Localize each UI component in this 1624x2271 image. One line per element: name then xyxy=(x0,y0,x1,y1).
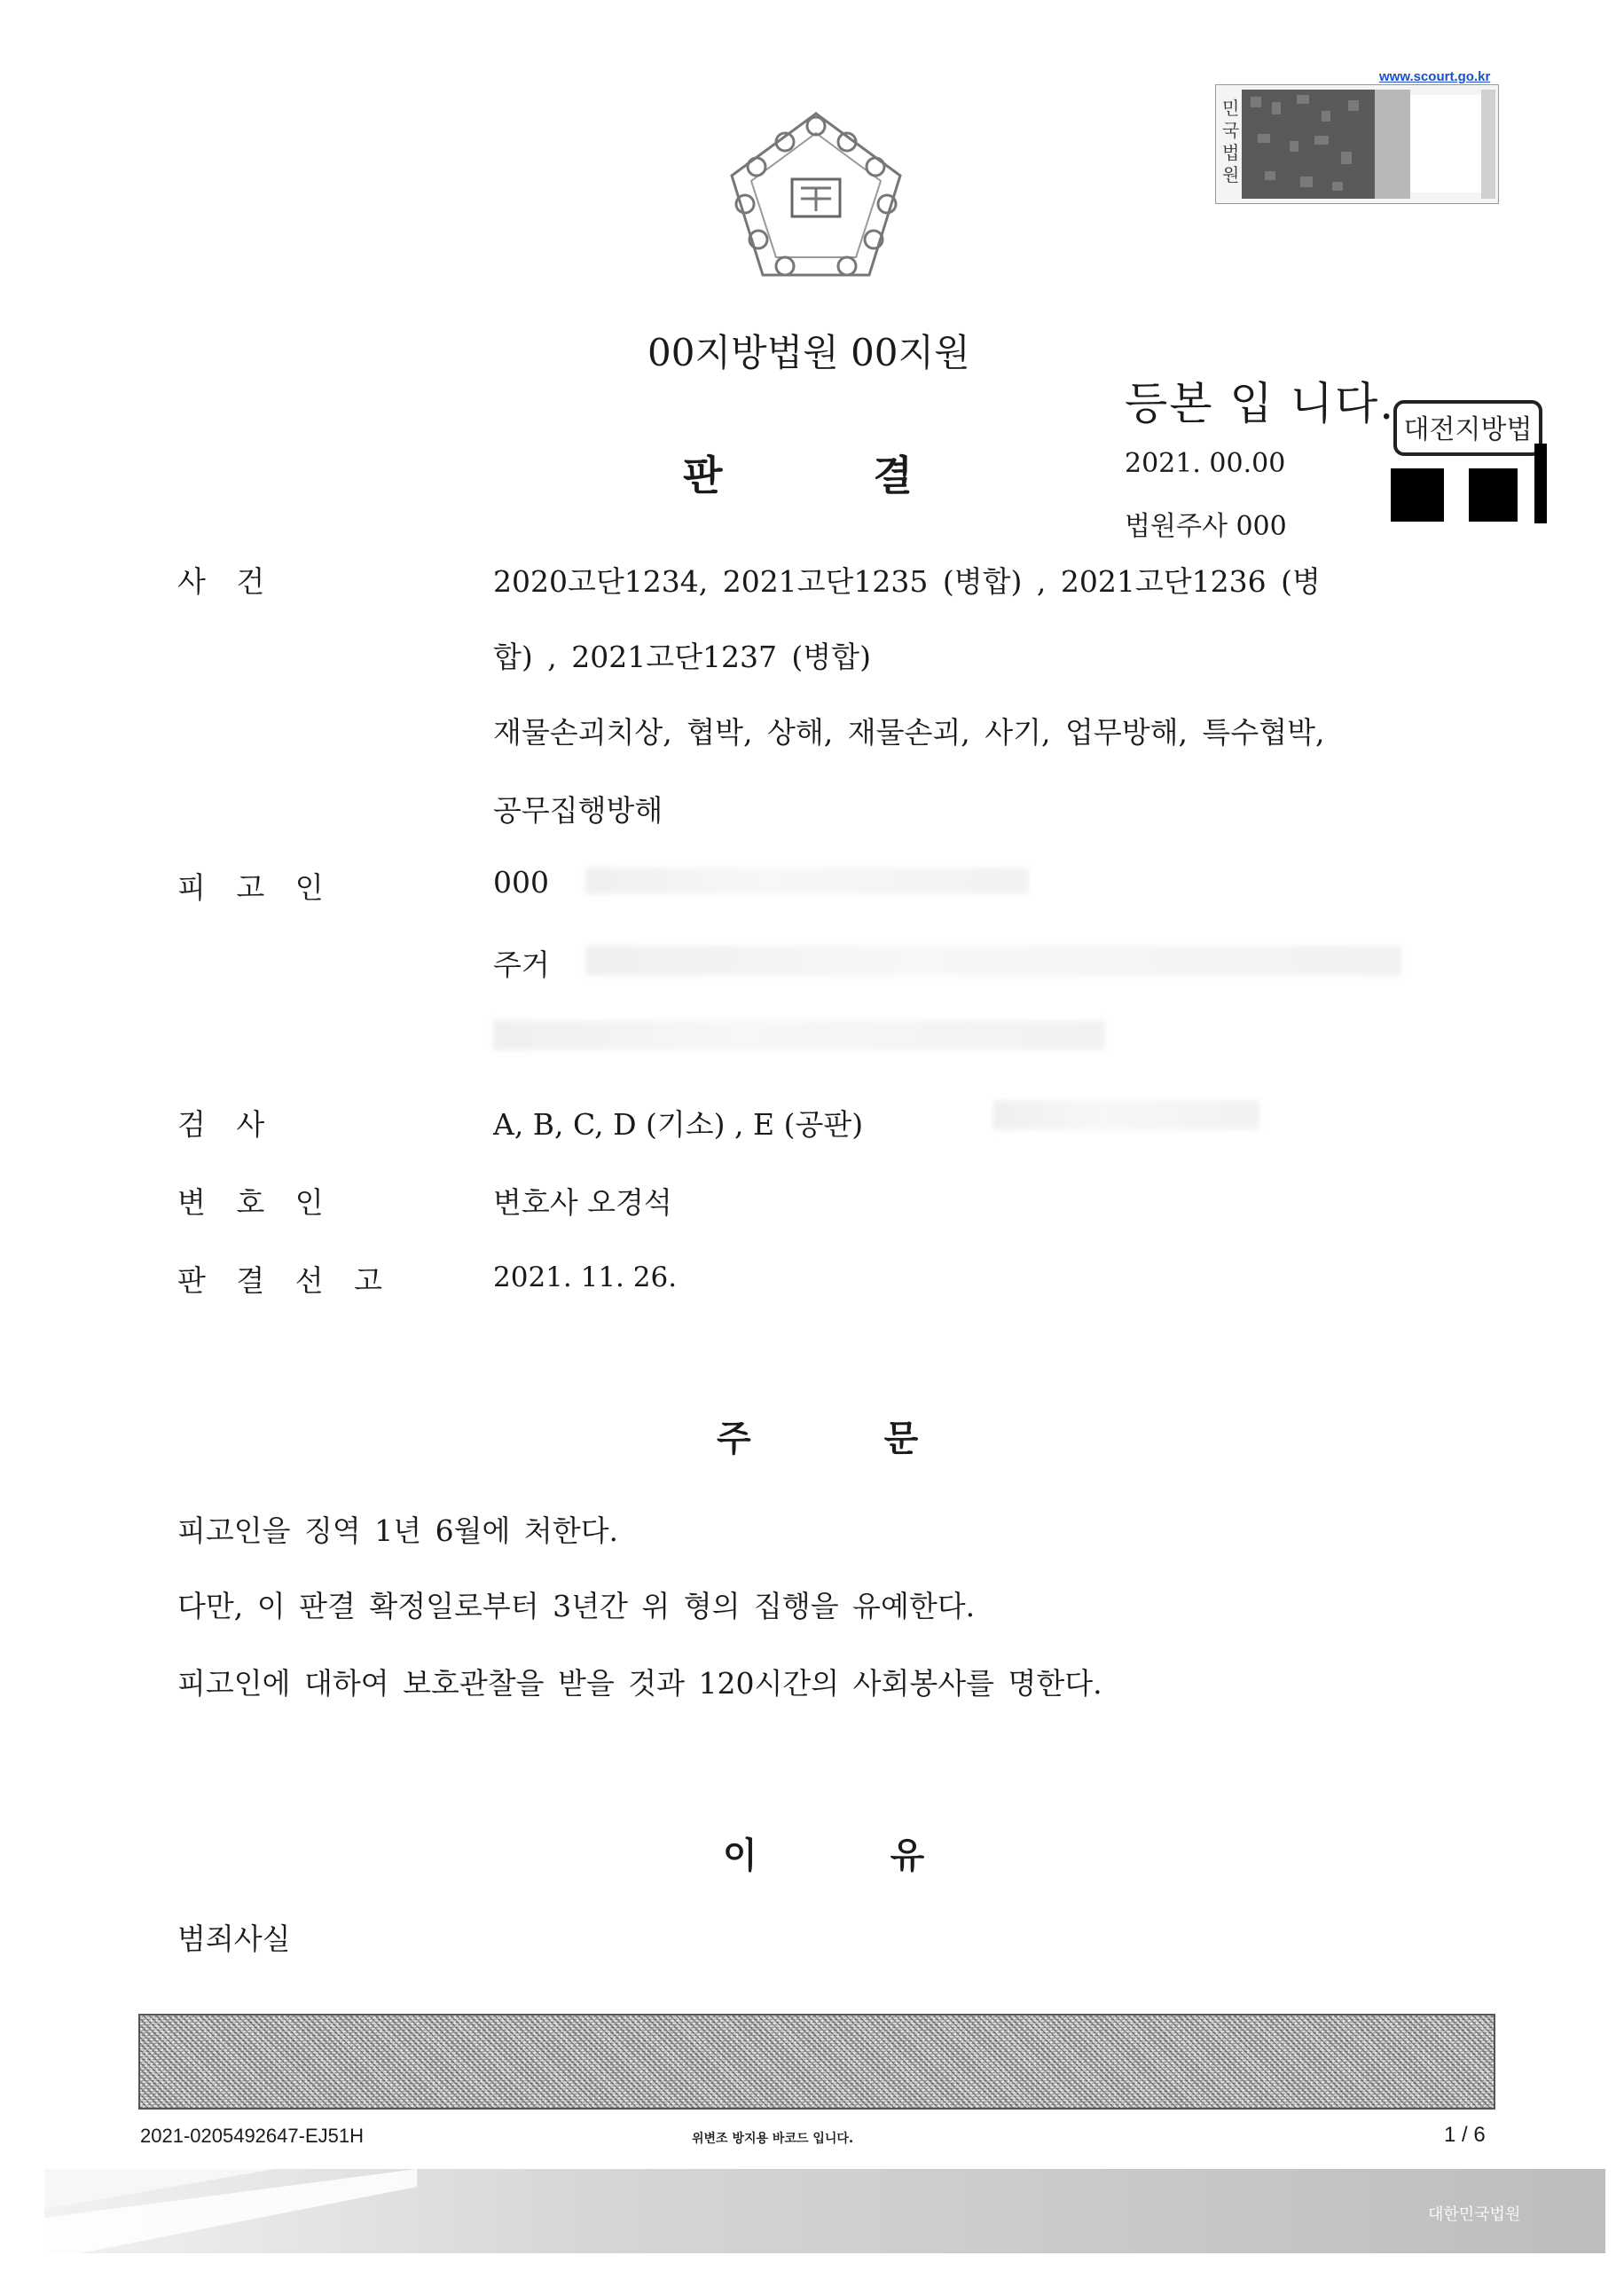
forgery-notice: 위변조 방지용 바코드 입니다. xyxy=(692,2132,854,2146)
footer-court-name: 대한민국법원 xyxy=(1428,2205,1521,2224)
redacted-registration xyxy=(993,1100,1259,1130)
order-line-1: 피고인을 징역 1년 6월에 처한다. xyxy=(177,1513,618,1548)
redaction-bar xyxy=(1534,444,1547,523)
prosecutor-names: A, B, C, D (기소) , E (공판) xyxy=(493,1107,864,1142)
case-number-line-2: 합) , 2021고단1237 (병합) xyxy=(493,640,871,674)
footer-swoosh-icon xyxy=(44,2169,417,2253)
court-seal xyxy=(1393,399,1543,457)
crime-facts-heading: 범죄사실 xyxy=(177,1921,291,1956)
redacted-defendant-info xyxy=(585,868,1029,894)
court-name: 00지방법원 00지원 xyxy=(647,331,970,374)
order-line-3: 피고인에 대하여 보호관찰을 받을 것과 120시간의 사회봉사를 명한다. xyxy=(177,1666,1102,1701)
redaction-block-1 xyxy=(1391,468,1444,522)
reasons-heading: 이유 xyxy=(723,1835,1058,1876)
defendant-label: 피 고 인 xyxy=(177,870,334,905)
attorney-name: 변호사 오경석 xyxy=(493,1185,672,1220)
case-charges-line-2: 공무집행방해 xyxy=(493,793,663,828)
stamp-court-label: 민국법원 xyxy=(1222,98,1240,185)
page-number: 1 / 6 xyxy=(1444,2123,1486,2147)
sentencing-date: 2021. 11. 26. xyxy=(493,1261,678,1293)
anti-forgery-barcode xyxy=(138,2014,1495,2110)
sentencing-date-label: 판 결 선 고 xyxy=(177,1263,393,1298)
court-website-link[interactable]: www.scourt.go.kr xyxy=(1379,69,1491,84)
certified-copy-notice: 등본 입 니다. xyxy=(1125,378,1396,429)
order-line-2: 다만, 이 판결 확정일로부터 3년간 위 형의 집행을 유예한다. xyxy=(177,1589,976,1623)
document-id: 2021-0205492647-EJ51H xyxy=(140,2125,364,2147)
copy-certification-stamp xyxy=(1215,84,1499,204)
seal-stamp-icon xyxy=(1393,399,1543,457)
case-label: 사 건 xyxy=(177,564,276,599)
court-emblem-icon xyxy=(723,106,909,284)
document-title: 판결 xyxy=(683,452,1063,499)
certification-date: 2021. 00.00 xyxy=(1125,448,1286,479)
residence-label: 주거 xyxy=(493,947,550,982)
order-heading: 주문 xyxy=(717,1418,1052,1459)
seal-text: 대전지방법 xyxy=(1403,414,1533,445)
certification-officer: 법원주사 000 xyxy=(1125,511,1287,542)
attorney-label: 변 호 인 xyxy=(177,1185,334,1220)
prosecutor-label: 검 사 xyxy=(177,1107,276,1142)
redacted-residence-line-1 xyxy=(585,946,1401,976)
case-charges-line-1: 재물손괴치상, 협박, 상해, 재물손괴, 사기, 업무방해, 특수협박, xyxy=(493,715,1325,750)
defendant-name: 000 xyxy=(493,865,549,900)
case-number-line-1: 2020고단1234, 2021고단1235 (병합) , 2021고단1236 (병 xyxy=(493,564,1321,599)
redaction-block-2 xyxy=(1469,468,1518,522)
redacted-residence-line-2 xyxy=(493,1020,1105,1050)
